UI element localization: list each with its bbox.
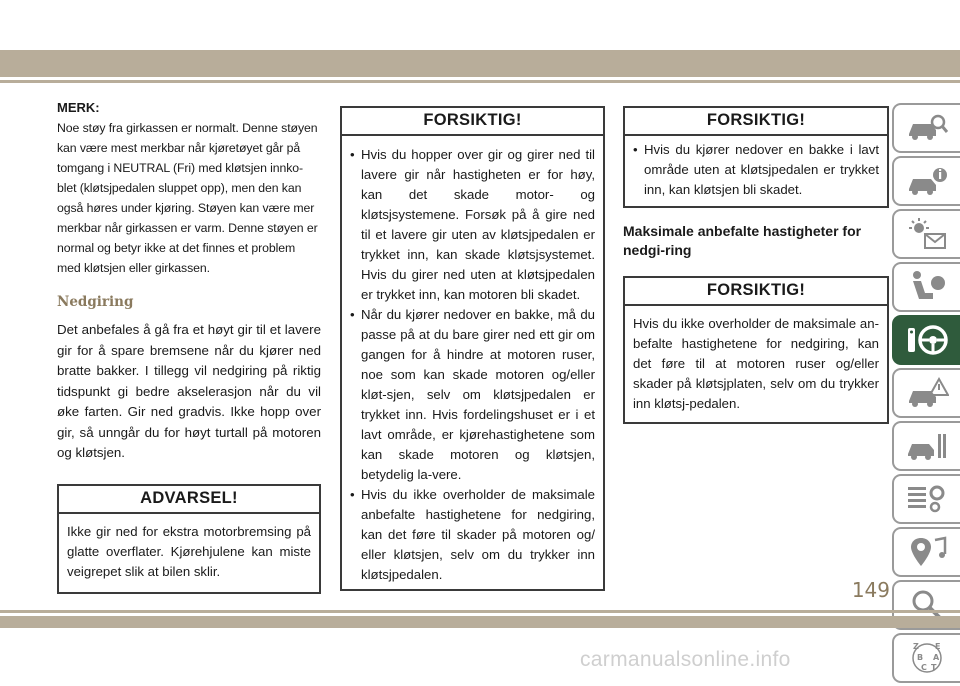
chapter-tabs — [892, 103, 960, 686]
column-3 — [623, 106, 889, 424]
svg-text:C: C — [921, 663, 927, 672]
header-band — [0, 50, 960, 77]
note-heading: MERK: — [57, 100, 100, 115]
tab-settings-list[interactable] — [892, 474, 960, 524]
caution-title: FORSIKTIG! — [342, 108, 603, 136]
caution-list — [633, 140, 879, 200]
tab-car-tools[interactable] — [892, 421, 960, 471]
header-rule — [0, 80, 960, 83]
caution-list — [350, 145, 595, 585]
caution-title: FORSIKTIG! — [625, 108, 887, 136]
caution-body — [625, 306, 887, 422]
alphabet-index-icon — [905, 640, 949, 676]
svg-text:Z: Z — [913, 642, 919, 651]
car-magnifier-icon — [905, 110, 949, 146]
tab-starting-operating[interactable] — [892, 315, 960, 365]
car-warning-icon — [905, 375, 949, 411]
caution-box — [623, 106, 889, 208]
light-message-icon — [905, 216, 949, 252]
warning-title: ADVARSEL! — [59, 486, 319, 514]
caution-item: • Hvis du ikke overholder de maksimale anbefalte hastighetene for nedgiring, kan det føre til skader på motoren og/ eller kløtsjen, selv om du trykker inn kløtsjpedalen. — [350, 485, 595, 585]
column-2 — [340, 106, 605, 591]
caution-body — [625, 136, 887, 206]
warning-box — [57, 484, 321, 594]
svg-text:A: A — [933, 653, 940, 662]
body-paragraph: Det anbefales å gå fra et høyt gir til et lavere gir for å spare bremsene når du kjører ned bratte bakker. I tillegg vil nedgiring på riktig tidspunkt gi bedre akselerasjon når du vil øke farten. Gir ned gradvis. Ikke hopp over gir, så unngår du for høyt turtall på motoren og kløtsjen. — [57, 322, 321, 460]
caution-item: • Hvis du hopper over gir og girer ned til lavere gir når hastigheten er for høy, kan det skade motor- og kløtsjsystemene. Forsøk på å gire ned til et lavere gir uten av kløtsjpedalen er trykket inn, kan skade kløtsjsystemet. Hvis du girer ned uten at kløtsjpedalen er trykket inn, kan motoren bli skadet. — [350, 145, 595, 305]
tab-light-message[interactable] — [892, 209, 960, 259]
tab-index[interactable] — [892, 633, 960, 683]
caution-box — [340, 106, 605, 591]
subsection-heading: Maksimale anbefalte hastigheter for nedgi-ring — [623, 223, 862, 258]
caution-body — [342, 136, 603, 589]
warning-body — [59, 514, 319, 592]
caution-text: Hvis du ikke overholder de maksimale an-befalte hastighetene for nedgiring, kan det føre til at motoren ruser og/eller skader på kløtsjplaten, selv om du trykker inn kløtsj-pedalen. — [633, 316, 879, 411]
section-heading: Nedgiring — [57, 294, 134, 310]
page-number: 149 — [851, 578, 890, 602]
caution-item: • Når du kjører nedover en bakke, må du passe på at du bare girer ned ett gir om gangen for å hindre at motoren ruser, noe som kan skade motoren og/eller kløt-sjen, selv om kløtsjpedalen er trykket inn. Hvis fordelingshuset er i et lavt område, er kjørehastighetene som kan skade motoren og kløtsjen, betydelig la-vere. — [350, 305, 595, 485]
media-nav-icon — [905, 534, 949, 570]
svg-text:B: B — [917, 653, 924, 662]
svg-text:T: T — [931, 663, 937, 672]
svg-text:E: E — [935, 642, 941, 651]
caution-box — [623, 276, 889, 424]
tab-car-magnifier[interactable] — [892, 103, 960, 153]
footer-rule — [0, 610, 960, 613]
warning-text: Ikke gir ned for ekstra motorbremsing på glatte overflater. Kjørehjulene kan miste veigrepet slik at bilen sklir. — [67, 523, 311, 579]
tab-car-info[interactable] — [892, 156, 960, 206]
steering-wheel-key-icon — [905, 322, 949, 358]
caution-title: FORSIKTIG! — [625, 278, 887, 306]
car-info-icon — [905, 163, 949, 199]
note-text: Noe støy fra girkassen er normalt. Denne støyen kan være mest merkbar når kjøretøyet går på tomgang i NEUTRAL (Fri) med kløtsjen innko-blet (kløtsjpedalen sluppet opp), men den kan også høres under kjøring. Støyen kan være mer merkbar når girkassen er varm. Denne støyen er normal og betyr ikke at det finnes et problem med kløtsjen eller girkassen. — [57, 121, 318, 275]
tab-car-warning[interactable] — [892, 368, 960, 418]
column-1 — [57, 100, 321, 594]
footer-band — [0, 616, 960, 628]
watermark: carmanualsonline.info — [580, 648, 791, 671]
car-tools-icon — [905, 428, 949, 464]
seat-airbag-icon — [905, 269, 949, 305]
settings-list-icon — [905, 481, 949, 517]
tab-seat-airbag[interactable] — [892, 262, 960, 312]
tab-media-nav[interactable] — [892, 527, 960, 577]
caution-item: • Hvis du kjører nedover en bakke i lavt område uten at kløtsjpedalen er trykket inn, kan kløtsjen bli skadet. — [633, 140, 879, 200]
